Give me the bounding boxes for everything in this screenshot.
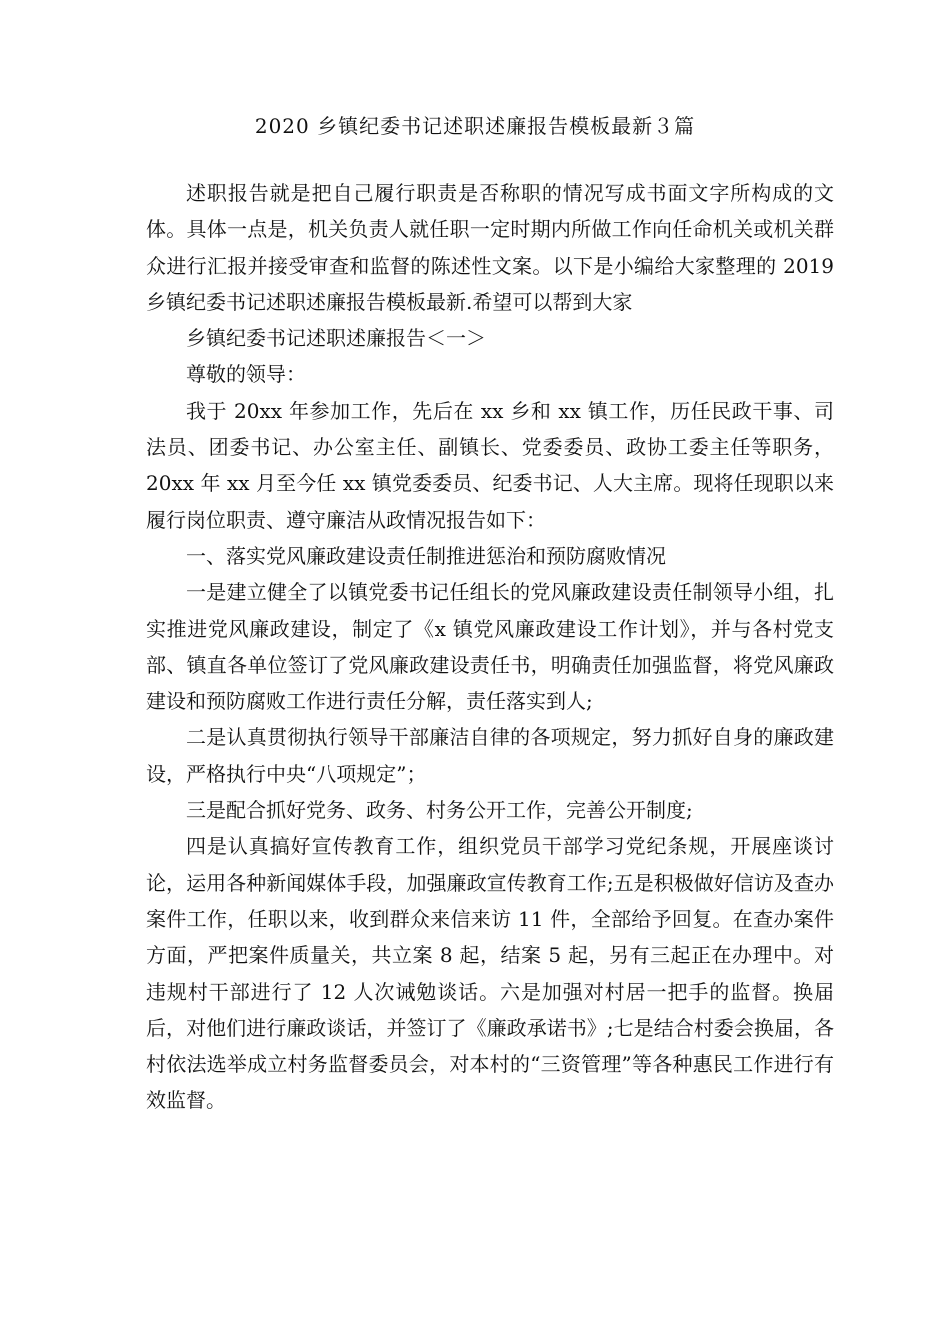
body-paragraph: 二是认真贯彻执行领导干部廉洁自律的各项规定，努力抓好自身的廉政建设，严格执行中央“八项规定”；: [146, 725, 834, 786]
body-paragraph: 四是认真搞好宣传教育工作，组织党员干部学习党纪条规，开展座谈讨论，运用各种新闻媒体手段，加强廉政宣传教育工作;五是积极做好信访及查办案件工作，任职以来，收到群众来信来访 11 件，全部给予回复。在查办案件方面，严把案件质量关，共立案 8 起，结案 5 起，另有三起正在办理中。对违规村干部进行了 12 人次诫勉谈话。六是加强对村居一把手的监督。换届后，对他们进行廉政谈话，并签订了《廉政承诺书》;七是结合村委会换届，各村依法选举成立村务监督委员会，对本村的“三资管理”等各种惠民工作进行有效监督。: [146, 834, 834, 1113]
subsection-heading: 一、落实党风廉政建设责任制推进惩治和预防腐败情况: [186, 543, 666, 568]
document-body: [146, 175, 834, 1119]
body-paragraph: 三是配合抓好党务、政务、村务公开工作，完善公开制度;: [186, 798, 693, 823]
salutation: 尊敬的领导：: [186, 362, 306, 387]
intro-paragraph: 述职报告就是把自己履行职责是否称职的情况写成书面文字所构成的文体。具体一点是，机关负责人就任职一定时期内所做工作向任命机关或机关群众进行汇报并接受审查和监督的陈述性文案。以下是小编给大家整理的 2019 乡镇纪委书记述职述廉报告模板最新.希望可以帮到大家: [146, 181, 834, 314]
body-paragraph: 我于 20xx 年参加工作，先后在 xx 乡和 xx 镇工作，历任民政干事、司法员、团委书记、办公室主任、副镇长、党委委员、政协工委主任等职务，20xx 年 xx 月至今任 xx 镇党委委员、纪委书记、人大主席。现将任现职以来履行岗位职责、遵守廉洁从政情况报告如下：: [146, 398, 834, 532]
body-paragraph: 一是建立健全了以镇党委书记任组长的党风廉政建设责任制领导小组，扎实推进党风廉政建设，制定了《x 镇党风廉政建设工作计划》，并与各村党支部、镇直各单位签订了党风廉政建设责任书，明确责任加强监督，将党风廉政建设和预防腐败工作进行责任分解，责任落实到人;: [146, 580, 834, 714]
section-heading: 乡镇纪委书记述职述廉报告＜一＞: [186, 326, 486, 351]
document-title: 2020 乡镇纪委书记述职述廉报告模板最新３篇: [254, 114, 696, 138]
